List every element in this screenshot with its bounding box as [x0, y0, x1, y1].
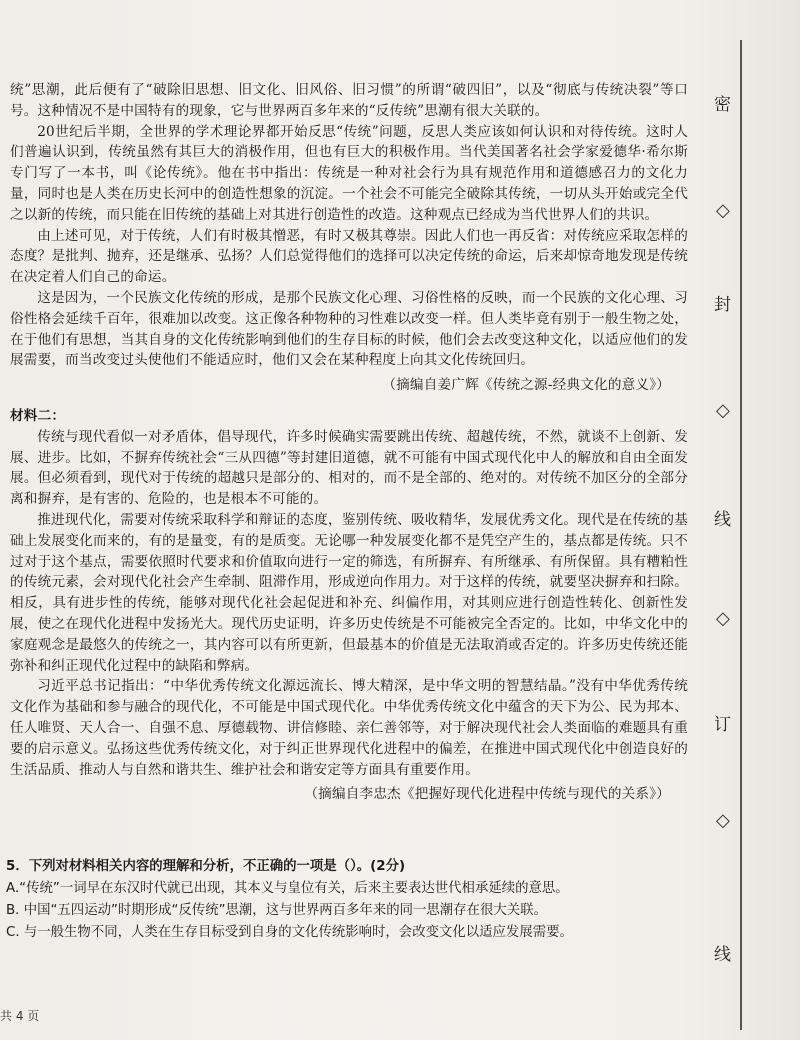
binding-char-4: 订 — [714, 715, 731, 735]
paragraph-4: 这是因为，一个民族文化传统的形成，是那个民族文化心理、习俗性格的反映，而一个民族的文化心理、习俗性格会延续千百年，很难加以改变。这正像各种物种的习性难以改变一样。但人类毕竟有别于一般生物之处，在于他们有思想，当其自身的文化传统影响到他们的生存目标的时候，他们会去改变这种文化，以适应他们的发展需要，而当改变过头使他们不能适应时，他们又会在某种程度上向其文化传统回归。 — [10, 289, 688, 369]
source-citation-1: （摘编自姜广辉《传统之源-经典文化的意义》） — [382, 377, 670, 394]
source-citation-2: （摘编自李忠杰《把握好现代化进程中传统与现代的关系》） — [304, 786, 670, 803]
binding-char-1: 密 — [714, 95, 731, 115]
page-footer: 共 4 页 — [0, 1009, 40, 1023]
question-5 — [6, 856, 706, 944]
binding-margin — [708, 60, 738, 1020]
diamond-icon: ◇ — [716, 400, 730, 421]
question-stem: 5．下列对材料相关内容的理解和分析，不正确的一项是（）。(2分) — [6, 859, 406, 874]
paragraph-2: 20世纪后半期，全世界的学术理论界都开始反思“传统”问题，反思人类应该如何认识和对待传统。这时人们普遍认识到，传统虽然有其巨大的消极作用，但也有巨大的积极作用。当代美国著名社会学家爱德华·希尔斯专门写了一本书，叫《论传统》。他在书中指出：传统是一种对社会行为具有规范作用和道德感召力的文化力量，同时也是人类在历史长河中的创造性想象的沉淀。一个社会不可能完全破除其传统，一切从头开始或完全代之以新的传统，而只能在旧传统的基础上对其进行创造性的改造。这种观点已经成为当代世界人们的共识。 — [10, 123, 688, 223]
paragraph-5: 传统与现代看似一对矛盾体，倡导现代，许多时候确实需要跳出传统、超越传统，不然，就谈不上创新、发展、进步。比如，不摒弃传统社会“三从四德”等封建旧道德，就不可能有中国式现代化中人的解放和自由全面发展。但必须看到，现代对于传统的超越只是部分的、相对的，而不是全部的、绝对的。对传统不加区分的全部分离和摒弃，是有害的、危险的，也是根本不可能的。 — [10, 428, 688, 508]
material-two-heading: 材料二： — [10, 407, 66, 424]
reading-material — [10, 80, 688, 805]
diamond-icon: ◇ — [716, 810, 730, 831]
binding-char-2: 封 — [714, 295, 731, 315]
option-b: B. 中国“五四运动”时期形成“反传统”思潮，这与世界两百多年来的同一思潮存在很大关联。 — [6, 903, 547, 918]
binding-char-5: 线 — [714, 945, 731, 965]
option-c: C. 与一般生物不同，人类在生存目标受到自身的文化传统影响时，会改变文化以适应发展需要。 — [6, 925, 573, 940]
diamond-icon: ◇ — [716, 200, 730, 221]
option-a: A.“传统”一词早在东汉时代就已出现，其本义与皇位有关，后来主要表达世代相承延续的意思。 — [6, 881, 569, 896]
paragraph-6: 推进现代化，需要对传统采取科学和辩证的态度，鉴别传统、吸收精华，发展优秀文化。现代是在传统的基础上发展变化而来的，有的是量变，有的是质变。无论哪一种发展变化都不是凭空产生的，基点都是传统。只不过对于这个基点，需要依照时代要求和价值取向进行一定的筛选，有所摒弃、有所继承、有所保留。具有糟粕性的传统元素，会对现代化社会产生牵制、阻滞作用，形成逆向作用力。对于这样的传统，就要坚决摒弃和扫除。相反，具有进步性的传统，能够对现代化社会起促进和补充、纠偏作用，对其则应进行创造性转化、创新性发展，使之在现代化进程中发扬光大。现代历史证明，许多历史传统是不可能被完全否定的。比如，中华文化中的家庭观念是最悠久的传统之一，其内容可以有所更新，但最基本的价值是无法取消或否定的。许多历史传统还能弥补和纠正现代化过程中的缺陷和弊病。 — [10, 511, 688, 674]
paragraph-3: 由上述可见，对于传统，人们有时极其憎恶，有时又极其尊崇。因此人们也一再反省：对传统应采取怎样的态度？是批判、抛弃，还是继承、弘扬？人们总觉得他们的选择可以决定传统的命运，后来却惊奇地发现是传统在决定着人们自己的命运。 — [10, 227, 688, 286]
paragraph-1: 统”思潮，此后便有了“破除旧思想、旧文化、旧风俗、旧习惯”的所谓“破四旧”，以及“彻底与传统决裂”等口号。这种情况不是中国特有的现象，它与世界两百多年来的“反传统”思潮有很大关联的。 — [10, 82, 688, 119]
binding-line — [740, 40, 742, 1030]
paragraph-7: 习近平总书记指出：“中华优秀传统文化源远流长、博大精深，是中华文明的智慧结晶。”没有中华优秀传统文化作为基础和参与融合的现代化，不可能是中国式现代化。中华优秀传统文化中蕴含的天下为公、民为邦本、任人唯贤、天人合一、自强不息、厚德载物、讲信修睦、亲仁善邻等，对于解决现代社会人类面临的难题具有重要的启示意义。弘扬这些优秀传统文化，对于纠正世界现代化进程中的偏差，在推进中国式现代化中创造良好的生活品质、推动人与自然和谐共生、维护社会和谐安定等方面具有重要作用。 — [10, 678, 688, 778]
binding-char-3: 线 — [714, 510, 731, 530]
diamond-icon: ◇ — [716, 608, 730, 629]
